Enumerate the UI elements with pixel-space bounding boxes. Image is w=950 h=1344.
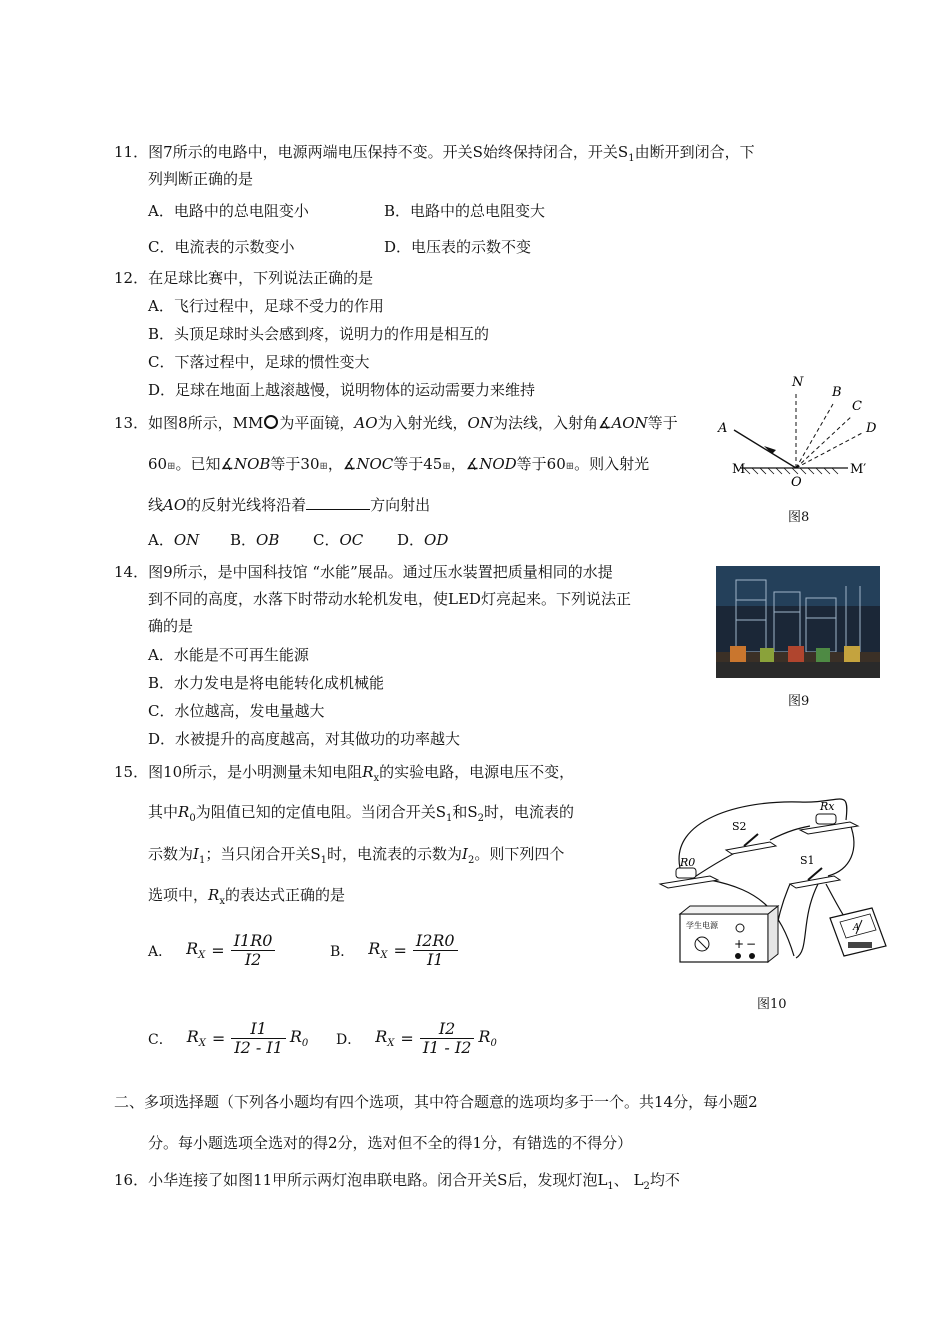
s2-board xyxy=(726,842,776,854)
label-m: M xyxy=(732,462,746,477)
q13-line3: 线AO的反射光线将沿着 方向射出 xyxy=(148,496,431,514)
q15-line2: 其中$R_0$为阻值已知的定值电阻。当闭合开关$S_1$和$S_2$时，电流表的 xyxy=(148,803,575,824)
figure-10-caption: 图10 xyxy=(757,997,787,1012)
q15-option-a: A． $R_X$ = $\frac{I1R0}{I2}$ xyxy=(148,932,275,969)
q14-option-b: B．水力发电是将电能转化成机械能 xyxy=(148,674,385,692)
q14-option-a: A．水能是不可再生能源 xyxy=(148,646,309,664)
fraction: $\frac{I2}{I1 - I2}$ xyxy=(420,1020,475,1057)
label-o: O xyxy=(791,475,802,490)
label-s2: S2 xyxy=(732,820,747,833)
q12-option-c: C．下落过程中，足球的惯性变大 xyxy=(148,353,370,371)
label-m-prime: M′ xyxy=(850,462,867,477)
ray-oc xyxy=(796,416,852,468)
q11-option-d: D．电压表的示数不变 xyxy=(384,238,532,256)
label-r0: R0 xyxy=(680,856,696,869)
wire xyxy=(796,884,818,958)
q13-line2: 60⊞。已知∡NOB等于30⊞，∡NOC等于45⊞，∡NOD等于60⊞。则入射光 xyxy=(148,455,650,473)
ammeter-terminals xyxy=(848,942,872,948)
figure-8-mirror-diagram xyxy=(712,372,892,502)
q14-option-d: D．水被提升的高度越高，对其做功的功率越大 xyxy=(148,730,461,748)
angle-icon: ∡ xyxy=(342,455,357,473)
degree-glyph-icon: ⊞ xyxy=(319,461,328,472)
q14-line1: 14．图9所示，是中国科技馆 “水能”展品。通过压水装置把质量相同的水提 xyxy=(114,563,613,581)
section-2-heading-line2: 分。每小题选项全选对的得2分，选对但不全的得1分，有错选的不得分） xyxy=(148,1134,633,1152)
q14-option-c: C．水位越高，发电量越大 xyxy=(148,702,325,720)
power-supply-top xyxy=(680,906,778,914)
psu-label: 学生电源 xyxy=(686,921,718,930)
psu-terminal-icon xyxy=(735,953,741,959)
q13-option-a: A．ON xyxy=(148,531,200,549)
wire xyxy=(828,824,854,876)
ammeter-label: A xyxy=(853,923,860,933)
q13-option-b: B．OB xyxy=(230,531,280,549)
figure-9-caption: 图9 xyxy=(788,694,810,709)
q12-stem: 12．在足球比赛中，下列说法正确的是 xyxy=(114,269,374,287)
q11-option-c: C．电流表的示数变小 xyxy=(148,238,295,256)
label-c: C xyxy=(852,399,862,414)
q15-line3: 示数为$I_1$；当只闭合开关$S_1$时，电流表的示数为$I_2$。则下列四个 xyxy=(148,845,565,866)
fraction: $\frac{I1}{I2 - I1}$ xyxy=(231,1020,286,1057)
label-n: N xyxy=(792,375,804,390)
resistor-r0-icon xyxy=(676,868,696,878)
power-supply-side xyxy=(768,906,778,962)
answer-blank xyxy=(306,495,370,510)
figure-8-caption: 图8 xyxy=(788,510,810,525)
label-s1: S1 xyxy=(800,854,815,867)
q12-option-b: B．头顶足球时头会感到疼，说明力的作用是相互的 xyxy=(148,325,490,343)
fraction: $\frac{I2R0}{I1}$ xyxy=(413,932,458,969)
q13-option-c: C．OC xyxy=(313,531,364,549)
angle-icon: ∡ xyxy=(597,414,612,432)
figure-9-photo xyxy=(716,566,880,678)
label-a: A xyxy=(718,421,728,436)
q15-option-b: B． $R_X$ = $\frac{I2R0}{I1}$ xyxy=(330,932,458,969)
q13-option-d: D．OD xyxy=(397,531,449,549)
ray-ob xyxy=(796,404,833,468)
figure-10-circuit-diagram xyxy=(650,780,890,990)
angle-icon: ∡ xyxy=(465,455,480,473)
s1-board xyxy=(790,876,840,888)
q11-option-b: B．电路中的总电阻变大 xyxy=(384,202,546,220)
q15-option-d: D． $R_X$ = $\frac{I2}{I1 - I2}$ $R_0$ xyxy=(336,1019,497,1057)
psu-switch-icon xyxy=(736,924,744,932)
label-d: D xyxy=(866,421,877,436)
label-b: B xyxy=(832,385,842,400)
q15-line1: 15．图10所示，是小明测量未知电阻$R_x$的实验电路，电源电压不变， xyxy=(114,763,575,784)
q15-option-c: C． $R_X$ = $\frac{I1}{I2 - I1}$ $R_0$ xyxy=(148,1019,309,1057)
psu-plus: + xyxy=(734,937,745,951)
q11-option-a: A．电路中的总电阻变小 xyxy=(148,202,309,220)
degree-glyph-icon: ⊞ xyxy=(442,461,451,472)
degree-glyph-icon: ⊞ xyxy=(167,461,176,472)
angle-icon: ∡ xyxy=(220,455,234,473)
label-rx: Rx xyxy=(820,800,835,813)
psu-terminal-icon xyxy=(749,953,755,959)
section-2-heading-line1: 二、多项选择题（下列各小题均有四个选项，其中符合题意的选项均多于一个。共14分，每小题2 xyxy=(114,1093,758,1111)
q12-option-d: D．足球在地面上越滚越慢，说明物体的运动需要力来维持 xyxy=(148,381,536,399)
resistor-rx-icon xyxy=(816,814,836,824)
mirror-hatching xyxy=(744,468,838,474)
q14-line3: 确的是 xyxy=(148,617,194,635)
degree-glyph-icon: ⊞ xyxy=(565,461,575,472)
q11-line2: 列判断正确的是 xyxy=(148,170,254,188)
water-energy-exhibit-image xyxy=(716,566,880,678)
wire xyxy=(770,826,810,840)
q13-line1: 13．如图8所示，MM 为平面镜，AO为入射光线，ON为法线，入射角∡AON等于 xyxy=(114,414,678,432)
q15-line4: 选项中，$R_x$的表达式正确的是 xyxy=(148,886,345,907)
q11-line1: 11．图7所示的电路中，电源两端电压保持不变。开关S始终保持闭合，开关$S_1$由断开到闭合，下 xyxy=(114,143,755,164)
fraction: $\frac{I1R0}{I2}$ xyxy=(231,932,276,969)
q12-option-a: A．飞行过程中，足球不受力的作用 xyxy=(148,297,384,315)
psu-minus: − xyxy=(746,937,757,951)
q16-line1: 16．小华连接了如图11甲所示两灯泡串联电路。闭合开关S后，发现灯泡$L_1$、 $L_2$均不 xyxy=(114,1171,680,1192)
q14-line2: 到不同的高度，水落下时带动水轮机发电，使LED灯亮起来。下列说法正 xyxy=(148,590,631,608)
